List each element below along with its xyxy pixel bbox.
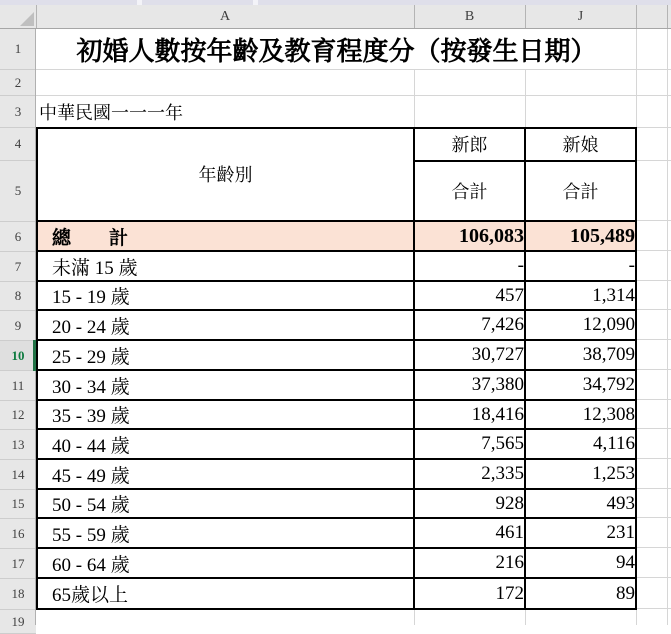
age-label-cell[interactable]: 55 - 59 歲 bbox=[52, 524, 130, 546]
age-label-cell[interactable]: 65歲以上 bbox=[52, 585, 129, 606]
bride-value-cell[interactable]: 38,709 bbox=[582, 344, 635, 365]
row-header-18[interactable]: 18 bbox=[0, 579, 36, 610]
bride-value-cell[interactable]: 12,090 bbox=[582, 314, 635, 335]
total-groom-value-cell[interactable]: 106,083 bbox=[459, 224, 524, 247]
row-header-1[interactable]: 1 bbox=[0, 29, 36, 70]
gridline bbox=[637, 547, 671, 548]
groom-value-cell[interactable]: 18,416 bbox=[471, 403, 524, 425]
row-header-2[interactable]: 2 bbox=[0, 70, 36, 96]
header-separator bbox=[667, 5, 668, 28]
row-header-17[interactable]: 17 bbox=[0, 549, 36, 579]
row-header-19[interactable]: 19 bbox=[0, 610, 36, 634]
bride-value-cell[interactable]: 1,253 bbox=[592, 463, 635, 484]
bride-value-cell[interactable]: 493 bbox=[606, 492, 635, 514]
age-label-cell[interactable]: 35 - 39 歲 bbox=[52, 406, 130, 427]
gridline bbox=[637, 339, 671, 340]
groom-value-cell[interactable]: 216 bbox=[495, 552, 524, 573]
bride-value-cell[interactable]: 12,308 bbox=[582, 403, 635, 425]
header-separator bbox=[414, 5, 415, 28]
bride-value-cell[interactable]: 34,792 bbox=[582, 374, 635, 395]
row-header-15[interactable]: 15 bbox=[0, 490, 36, 519]
gridline bbox=[525, 610, 526, 625]
column-header-j[interactable]: J bbox=[577, 8, 584, 24]
column-header-a[interactable]: A bbox=[219, 8, 231, 24]
gridline bbox=[636, 610, 637, 625]
select-all-triangle-icon bbox=[20, 12, 34, 26]
gridline bbox=[637, 517, 671, 518]
groom-value-cell[interactable]: 37,380 bbox=[471, 374, 524, 395]
total-label-cell[interactable]: 總 計 bbox=[52, 227, 129, 249]
bride-value-cell[interactable]: 94 bbox=[616, 552, 635, 573]
gridline bbox=[637, 309, 671, 310]
gridline bbox=[637, 577, 671, 578]
groom-value-cell[interactable]: - bbox=[517, 255, 524, 276]
gridline bbox=[637, 458, 671, 459]
groom-total-subheader-cell[interactable]: 合計 bbox=[451, 182, 488, 202]
groom-value-cell[interactable]: 7,426 bbox=[481, 314, 524, 335]
groom-value-cell[interactable]: 172 bbox=[495, 582, 524, 604]
bride-value-cell[interactable]: 89 bbox=[616, 582, 635, 604]
gridline bbox=[637, 488, 671, 489]
gridline bbox=[637, 280, 671, 281]
row-header-11[interactable]: 11 bbox=[0, 371, 36, 401]
row-header-7[interactable]: 7 bbox=[0, 252, 36, 282]
age-label-cell[interactable]: 未滿 15 歲 bbox=[52, 257, 138, 279]
groom-value-cell[interactable]: 461 bbox=[495, 522, 524, 543]
row-header-3[interactable]: 3 bbox=[0, 96, 36, 128]
gridline bbox=[667, 29, 668, 625]
gridline bbox=[414, 610, 415, 625]
row-header-16[interactable]: 16 bbox=[0, 519, 36, 549]
row-header-12[interactable]: 12 bbox=[0, 401, 36, 430]
groom-value-cell[interactable]: 7,565 bbox=[481, 433, 524, 454]
table-border-bottom bbox=[36, 608, 637, 610]
groom-value-cell[interactable]: 928 bbox=[495, 492, 524, 514]
groom-value-cell[interactable]: 30,727 bbox=[471, 344, 524, 365]
gridline bbox=[525, 69, 526, 127]
gridline bbox=[637, 250, 671, 251]
age-label-cell[interactable]: 30 - 34 歲 bbox=[52, 376, 130, 398]
age-label-cell[interactable]: 20 - 24 歲 bbox=[52, 316, 130, 338]
header-separator bbox=[36, 5, 37, 28]
row-header-14[interactable]: 14 bbox=[0, 460, 36, 490]
row-header-9[interactable]: 9 bbox=[0, 311, 36, 341]
bride-value-cell[interactable]: - bbox=[628, 255, 635, 276]
year-label-cell[interactable]: 中華民國一一一年 bbox=[39, 102, 183, 123]
select-all-corner[interactable] bbox=[0, 5, 36, 28]
sheet-title-cell[interactable]: 初婚人數按年齡及教育程度分（按發生日期） bbox=[76, 36, 597, 66]
age-label-cell[interactable]: 25 - 29 歲 bbox=[52, 346, 130, 368]
bride-value-cell[interactable]: 1,314 bbox=[592, 284, 635, 306]
gridline bbox=[637, 160, 671, 161]
groom-header-cell[interactable]: 新郎 bbox=[451, 135, 488, 155]
row-header-13[interactable]: 13 bbox=[0, 430, 36, 460]
age-group-header-cell[interactable]: 年齡別 bbox=[198, 165, 253, 185]
row-header-8[interactable]: 8 bbox=[0, 282, 36, 311]
row-header-6[interactable]: 6 bbox=[0, 222, 36, 252]
column-header-b[interactable]: B bbox=[464, 8, 475, 24]
bride-value-cell[interactable]: 231 bbox=[606, 522, 635, 543]
age-label-cell[interactable]: 40 - 44 歲 bbox=[52, 435, 130, 457]
total-bride-value-cell[interactable]: 105,489 bbox=[570, 224, 635, 247]
age-label-cell[interactable]: 15 - 19 歲 bbox=[52, 287, 130, 308]
age-label-cell[interactable]: 50 - 54 歲 bbox=[52, 495, 130, 516]
groom-value-cell[interactable]: 457 bbox=[495, 284, 524, 306]
row-header-5[interactable]: 5 bbox=[0, 161, 36, 222]
bride-header-cell[interactable]: 新娘 bbox=[562, 135, 599, 155]
gridline bbox=[637, 428, 671, 429]
gridline bbox=[637, 220, 671, 221]
groom-value-cell[interactable]: 2,335 bbox=[481, 463, 524, 484]
header-separator bbox=[636, 5, 637, 28]
bride-total-subheader-cell[interactable]: 合計 bbox=[562, 182, 599, 202]
age-label-cell[interactable]: 45 - 49 歲 bbox=[52, 465, 130, 487]
row-header-4[interactable]: 4 bbox=[0, 128, 36, 161]
age-label-cell[interactable]: 60 - 64 歲 bbox=[52, 554, 130, 576]
bride-value-cell[interactable]: 4,116 bbox=[592, 433, 635, 454]
gridline bbox=[637, 608, 671, 609]
gridline bbox=[637, 369, 671, 370]
gridline bbox=[637, 127, 671, 128]
gridline bbox=[637, 399, 671, 400]
header-separator bbox=[525, 5, 526, 28]
row-header-10-selected[interactable]: 10 bbox=[0, 341, 36, 371]
